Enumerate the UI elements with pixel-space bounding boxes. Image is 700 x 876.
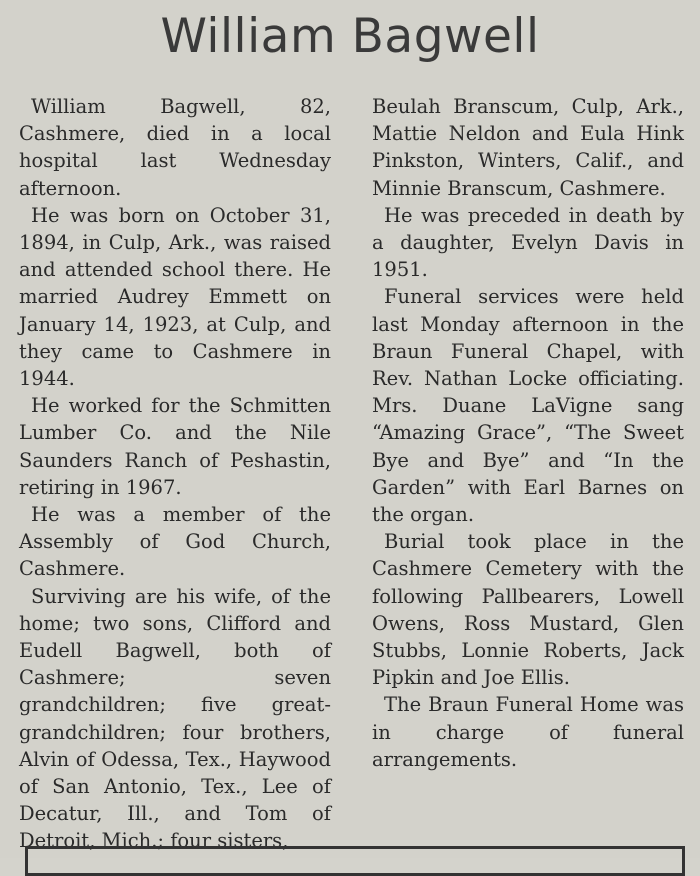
paragraph-survivors-continued: Beulah Branscum, Culp, Ark., Mattie Neldon and Eula Hink Pinkston, Winters, Calif., and Minnie Branscum, Cashmere. [372,95,684,200]
paragraph-funeral-services: Funeral services were held last Monday afternoon in the Braun Funeral Chapel, with Rev. Nathan Locke officiating. Mrs. Duane LaVigne sang “Amazing Grace”, “The Sweet Bye and Bye” and “In the Garden” with Earl Barnes on the organ. [372,285,684,527]
paragraph-preceded-in-death: He was preceded in death by a daughter, Evelyn Davis in 1951. [372,203,684,282]
right-column [372,93,684,773]
paragraph-survivors: Surviving are his wife, of the home; two sons, Clifford and Eudell Bagwell, both of Cashmere; seven grandchildren; five great-grandchildren; four brothers, Alvin of Odessa, Tex., Haywood of San Antonio, Tex., Lee of Decatur, Ill., and Tom of Detroit, Mich.; four sisters, [19,584,331,853]
headline: William Bagwell [160,9,540,64]
left-column [19,93,331,855]
paragraph-church: He was a member of the Assembly of God Church, Cashmere. [19,503,331,581]
paragraph-death-notice: William Bagwell, 82, Cashmere, died in a local hospital last Wednesday afternoon. [19,95,331,200]
paragraph-burial: Burial took place in the Cashmere Cemetery with the following Pallbearers, Lowell Owens, Ross Mustard, Glen Stubbs, Lonnie Roberts, Jack Pipkin and Joe Ellis. [372,530,684,690]
paragraph-funeral-home: The Braun Funeral Home was in charge of funeral arrangements. [372,693,684,771]
paragraph-birth-marriage: He was born on October 31, 1894, in Culp, Ark., was raised and attended school there. He married Audrey Emmett on January 14, 1923, at Culp, and they came to Cashmere in 1944. [19,203,331,391]
bottom-border-rule [25,846,685,876]
paragraph-employment: He worked for the Schmitten Lumber Co. and the Nile Saunders Ranch of Peshastin, retiring in 1967. [19,394,331,499]
